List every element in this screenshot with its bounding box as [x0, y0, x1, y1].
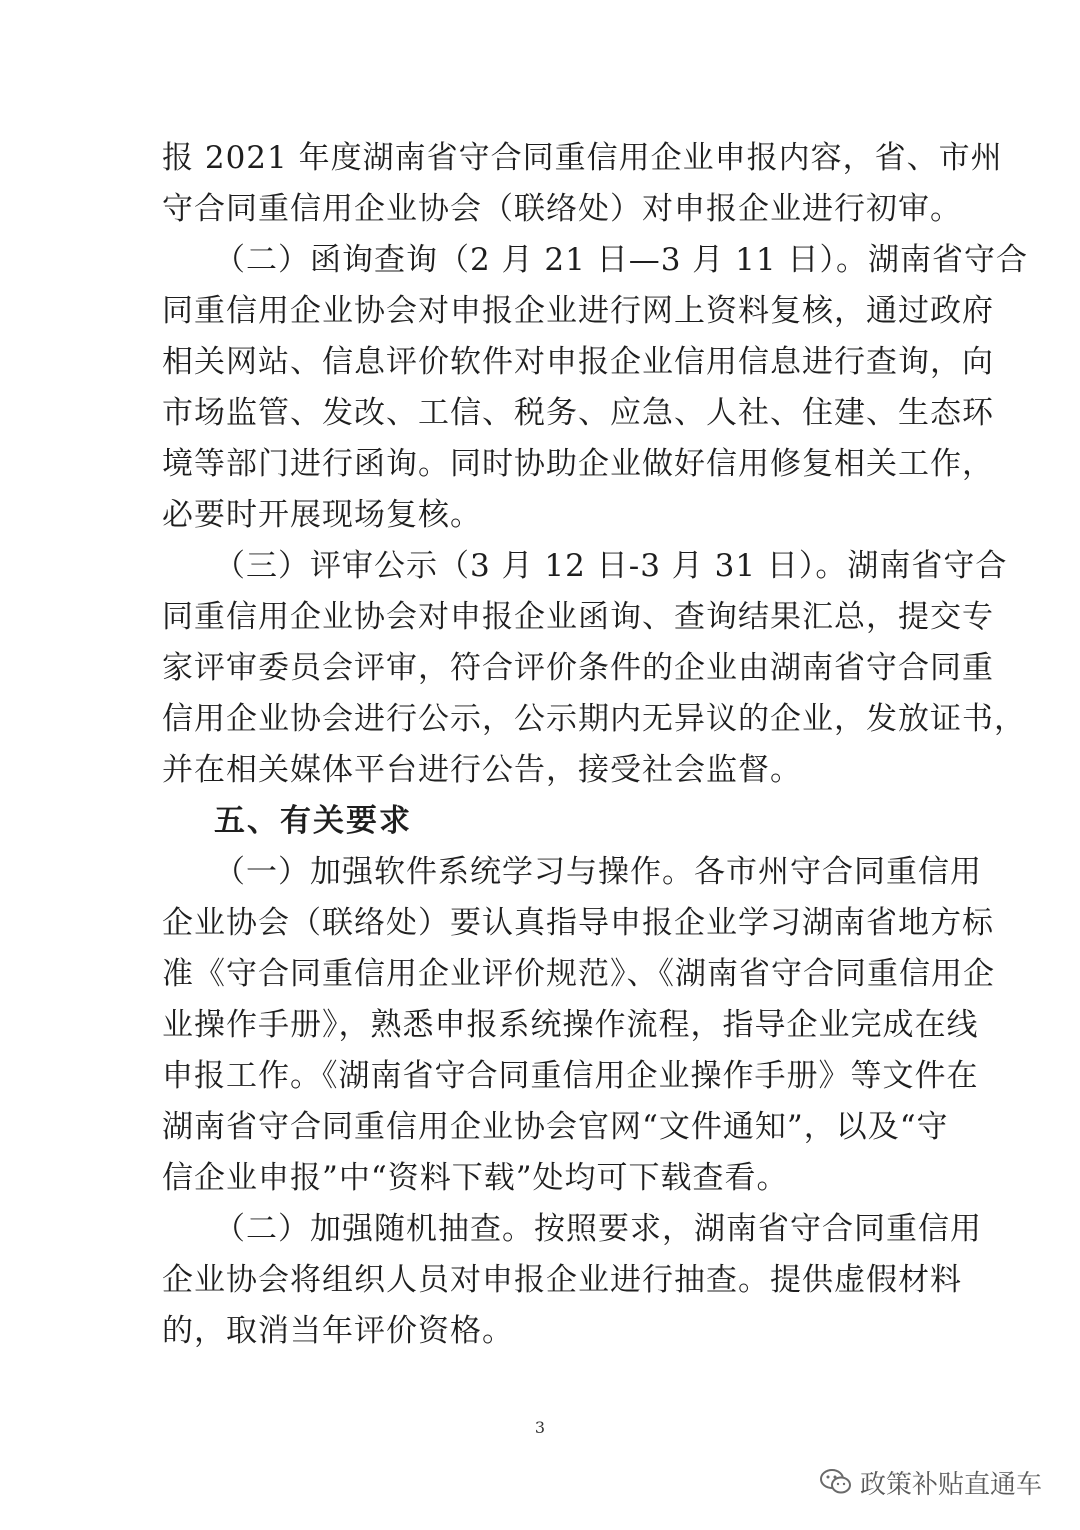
- text-line: 信企业申报”中“资料下载”处均可下载查看。: [162, 1160, 789, 1196]
- text-line: （三）评审公示（3 月 12 日-3 月 31 日）。湖南省守合: [214, 548, 1008, 584]
- text-line: 并在相关媒体平台进行公告，接受社会监督。: [162, 752, 802, 788]
- text-line: 报 2021 年度湖南省守合同重信用企业申报内容，省、市州: [162, 140, 1003, 176]
- watermark-text: 政策补贴直通车: [860, 1469, 1043, 1500]
- text-line: 必要时开展现场复核。: [162, 497, 482, 533]
- text-line: （一）加强软件系统学习与操作。各市州守合同重信用: [214, 854, 982, 890]
- text-line: 申报工作。《湖南省守合同重信用企业操作手册》等文件在: [162, 1058, 979, 1094]
- text-line: 境等部门进行函询。同时协助企业做好信用修复相关工作，: [162, 446, 994, 482]
- text-line: 市场监管、发改、工信、税务、应急、人社、住建、生态环: [162, 395, 994, 431]
- text-line: 企业协会（联络处）要认真指导申报企业学习湖南省地方标: [162, 905, 994, 941]
- text-line: 同重信用企业协会对申报企业进行网上资料复核，通过政府: [162, 293, 994, 329]
- wechat-icon: [820, 1468, 852, 1496]
- watermark: [820, 1462, 1042, 1502]
- text-line: 的，取消当年评价资格。: [162, 1313, 514, 1349]
- section-heading: 五、有关要求: [214, 803, 412, 839]
- page-number: 3: [534, 1418, 546, 1437]
- text-line: 家评审委员会评审，符合评价条件的企业由湖南省守合同重: [162, 650, 994, 686]
- text-line: 信用企业协会进行公示，公示期内无异议的企业，发放证书，: [162, 701, 1026, 737]
- text-line: 业操作手册》，熟悉申报系统操作流程，指导企业完成在线: [162, 1007, 979, 1043]
- text-line: 同重信用企业协会对申报企业函询、查询结果汇总，提交专: [162, 599, 994, 635]
- text-line: 准《守合同重信用企业评价规范》、《湖南省守合同重信用企: [162, 956, 995, 992]
- text-line: （二）函询查询（2 月 21 日—3 月 11 日）。湖南省守合: [214, 242, 1028, 278]
- text-line: 湖南省守合同重信用企业协会官网“文件通知”，以及“守: [162, 1109, 949, 1145]
- text-line: 守合同重信用企业协会（联络处）对申报企业进行初审。: [162, 191, 962, 227]
- text-line: 相关网站、信息评价软件对申报企业信用信息进行查询，向: [162, 344, 994, 380]
- text-line: （二）加强随机抽查。按照要求，湖南省守合同重信用: [214, 1211, 982, 1247]
- text-line: 企业协会将组织人员对申报企业进行抽查。提供虚假材料: [162, 1262, 962, 1298]
